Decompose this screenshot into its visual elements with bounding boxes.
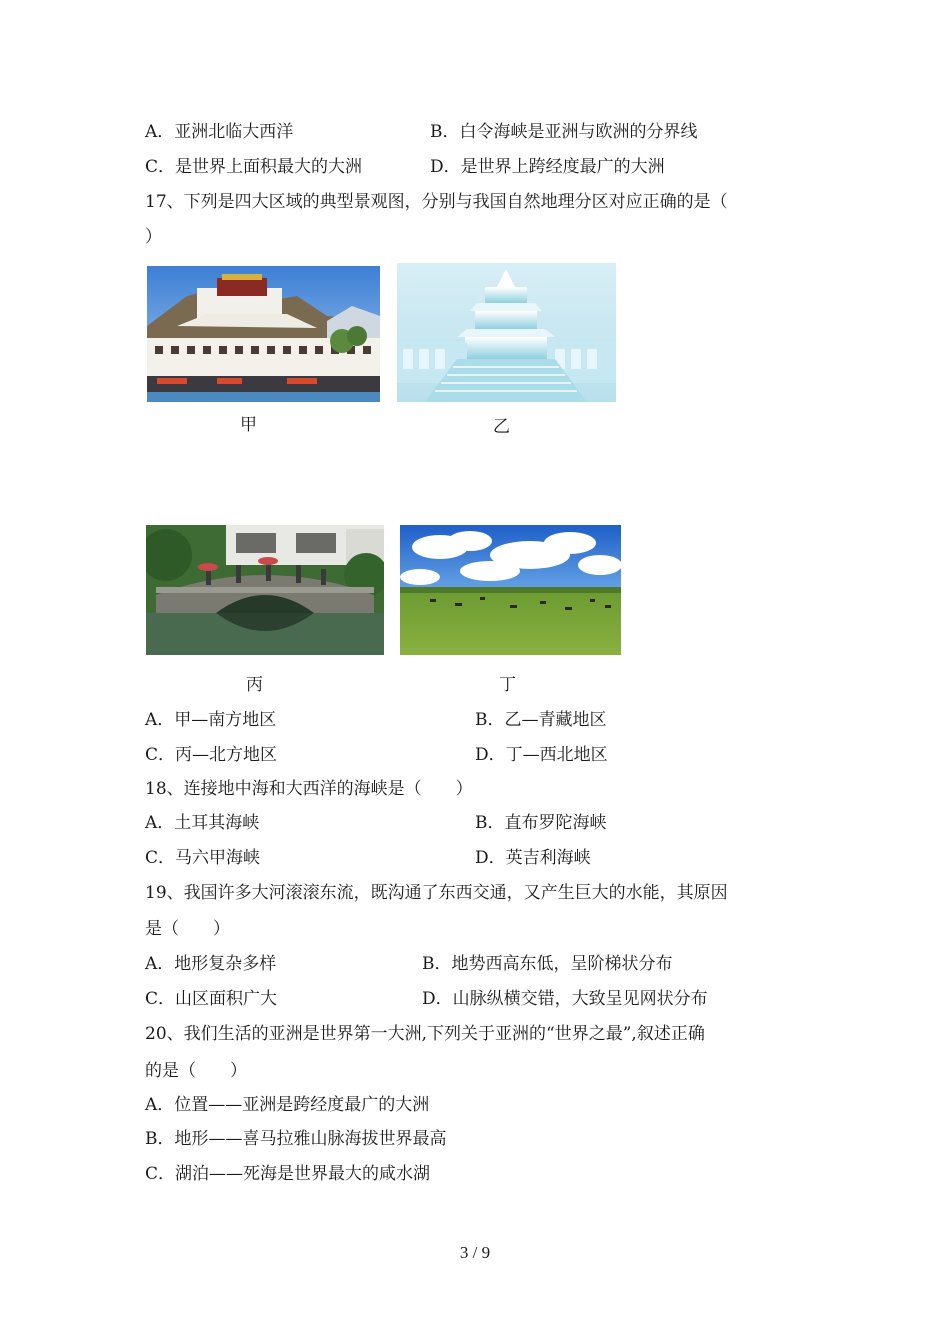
q20-stem-line1: 20、我们生活的亚洲是世界第一大洲,下列关于亚洲的“世界之最”,叙述正确 bbox=[145, 1024, 705, 1044]
q19-option-a: A．地形复杂多样 bbox=[145, 954, 277, 974]
q19-stem-line1: 19、我国许多大河滚滚东流，既沟通了东西交通，又产生巨大的水能，其原因 bbox=[145, 883, 728, 903]
q18-option-b: B．直布罗陀海峡 bbox=[475, 813, 607, 833]
q19-option-b: B．地势西高东低，呈阶梯状分布 bbox=[422, 954, 673, 974]
caption-bing: 丙 bbox=[246, 675, 263, 695]
q17-stem-line2: ） bbox=[145, 227, 162, 247]
caption-ding: 丁 bbox=[499, 675, 516, 695]
q19-stem-line2: 是（ ） bbox=[145, 919, 230, 939]
q19-option-d: D．山脉纵横交错，大致呈见网状分布 bbox=[422, 989, 708, 1009]
q17-stem-line1: 17、下列是四大区域的典型景观图，分别与我国自然地理分区对应正确的是（ bbox=[145, 192, 728, 212]
q16-option-c: C．是世界上面积最大的大洲 bbox=[145, 157, 363, 177]
q16-option-a: A．亚洲北临大西洋 bbox=[145, 122, 294, 142]
q16-option-d: D．是世界上跨经度最广的大洲 bbox=[430, 157, 665, 177]
q18-stem: 18、连接地中海和大西洋的海峡是（ ） bbox=[145, 779, 473, 799]
q17-option-c: C．丙—北方地区 bbox=[145, 745, 278, 765]
q18-option-d: D．英吉利海峡 bbox=[475, 848, 591, 868]
q20-option-c: C．湖泊——死海是世界最大的咸水湖 bbox=[145, 1164, 431, 1184]
image-potala-palace bbox=[147, 266, 380, 402]
q18-option-c: C．马六甲海峡 bbox=[145, 848, 261, 868]
image-grassland bbox=[400, 525, 621, 655]
q16-option-b: B．白令海峡是亚洲与欧洲的分界线 bbox=[430, 122, 698, 142]
q17-option-b: B．乙—青藏地区 bbox=[475, 710, 607, 730]
page-number: 3 / 9 bbox=[459, 1243, 491, 1262]
caption-yi: 乙 bbox=[493, 417, 510, 437]
image-stone-bridge bbox=[146, 525, 384, 655]
q17-option-d: D．丁—西北地区 bbox=[475, 745, 608, 765]
q19-option-c: C．山区面积广大 bbox=[145, 989, 278, 1009]
q20-stem-line2: 的是（ ） bbox=[145, 1061, 247, 1081]
image-ice-sculpture bbox=[397, 263, 616, 402]
q18-option-a: A．土耳其海峡 bbox=[145, 813, 260, 833]
q20-option-b: B．地形——喜马拉雅山脉海拔世界最高 bbox=[145, 1129, 447, 1149]
q20-option-a: A．位置——亚洲是跨经度最广的大洲 bbox=[145, 1095, 430, 1115]
q17-option-a: A．甲—南方地区 bbox=[145, 710, 277, 730]
caption-jia: 甲 bbox=[240, 415, 257, 435]
